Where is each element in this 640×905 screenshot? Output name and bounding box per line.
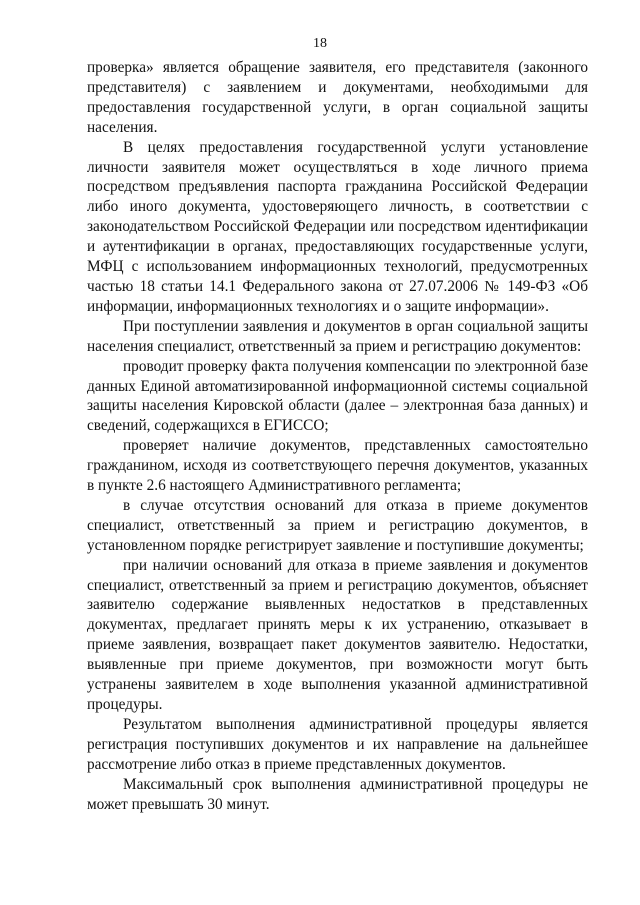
page-number: 18	[313, 36, 327, 51]
body-text	[87, 58, 588, 814]
paragraph-max-duration: Максимальный срок выполнения административной процедуры не может превышать 30 минут.	[87, 775, 588, 813]
paragraph-application-check: проверка» является обращение заявителя, его представителя (законного представителя) с заявлением и документами, необходимыми для предоставления государственной услуги, в орган социальной защиты населения.	[87, 59, 588, 136]
paragraph-refusal-grounds: при наличии оснований для отказа в приеме заявления и документов специалист, ответственный за прием и регистрацию документов, объясняет заявителю содержание выявленных недостатков в представленных документах, предлагает принять меры к их устранению, отказывает в приеме заявления, возвращает пакет документов заявителю. Недостатки, выявленные при приеме документов, при возможности могут быть устранены заявителем в ходе выполнения указанной административной процедуры.	[87, 556, 588, 713]
paragraph-specialist-duties-intro: При поступлении заявления и документов в орган социальной защиты населения специалист, ответственный за прием и регистрацию документов:	[87, 317, 588, 355]
paragraph-procedure-result: Результатом выполнения административной процедуры является регистрация поступивших документов и их направление на дальнейшее рассмотрение либо отказ в приеме представленных документов.	[87, 715, 588, 773]
paragraph-compensation-check: проводит проверку факта получения компенсации по электронной базе данных Единой автоматизированной информационной системы социальной защиты населения Кировской области (далее – электронная база данных) и сведений, содержащихся в ЕГИССО;	[87, 357, 588, 435]
paragraph-documents-check: проверяет наличие документов, представленных самостоятельно гражданином, исходя из соответствующего перечня документов, указанных в пункте 2.6 настоящего Административного регламента;	[87, 437, 588, 495]
paragraph-registration: в случае отсутствия оснований для отказа в приеме документов специалист, ответственный за прием и регистрацию документов, в установленном порядке регистрирует заявление и поступившие документы;	[87, 496, 588, 554]
paragraph-identity-verification: В целях предоставления государственной услуги установление личности заявителя может осуществляться в ходе личного приема посредством предъявления паспорта гражданина Российской Федерации либо иного документа, удостоверяющего личность, в соответствии с законодательством Российской Федерации или посредством идентификации и аутентификации в органах, предоставляющих государственные услуги, МФЦ с использованием информационных технологий, предусмотренных частью 18 статьи 14.1 Федерального закона от 27.07.2006 № 149-ФЗ «Об информации, информационных технологиях и о защите информации».	[87, 138, 588, 315]
